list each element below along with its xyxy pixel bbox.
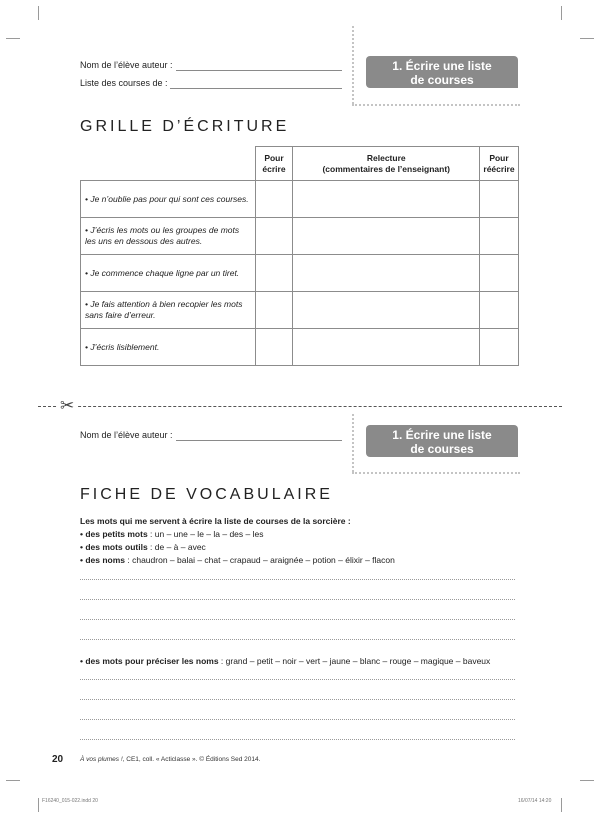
writing-line[interactable] [80, 699, 515, 700]
file-info: F16240_015-022.indd 20 [42, 798, 98, 804]
writing-grid-table [80, 146, 519, 366]
activity-tag-line: 1. Écrire une liste [392, 59, 492, 73]
check-cell[interactable] [255, 292, 293, 329]
vocab-item-adjectives: • des mots pour préciser les noms : grand – petit – noir – vert – jaune – blanc – rouge – magique – baveux [80, 656, 491, 666]
check-cell[interactable] [480, 181, 519, 218]
col-header-pour-reecrire: Pour réécrire [480, 147, 519, 181]
vocab-title: FICHE DE VOCABULAIRE [80, 486, 333, 503]
writing-line[interactable] [80, 719, 515, 720]
shopping-list-field[interactable] [170, 88, 342, 89]
check-cell[interactable] [480, 255, 519, 292]
crop-mark [6, 38, 20, 39]
page-number: 20 [52, 754, 64, 765]
grille-title: GRILLE D’ÉCRITURE [80, 118, 290, 135]
crop-mark [561, 6, 562, 20]
crop-mark [580, 38, 594, 39]
vocab-intro: Les mots qui me servent à écrire la liste de courses de la sorcière : [80, 516, 351, 526]
activity-tag-line: de courses [410, 73, 474, 87]
dotted-border [352, 414, 354, 472]
vocab-item: • des mots outils : de – à – avec [80, 542, 206, 552]
student-name-label: Nom de l’élève auteur : [80, 60, 173, 70]
crop-mark [38, 6, 39, 20]
scissors-icon: ✂ [57, 396, 77, 416]
check-cell[interactable] [480, 218, 519, 255]
dotted-border [352, 26, 354, 104]
activity-tag-line: 1. Écrire une liste [392, 428, 492, 442]
writing-line[interactable] [80, 579, 515, 580]
criterion-cell: • Je fais attention à bien recopier les mots sans faire d’erreur. [81, 292, 256, 329]
check-cell[interactable] [255, 181, 293, 218]
comment-cell[interactable] [293, 329, 480, 366]
activity-tag-2 [366, 425, 518, 457]
check-cell[interactable] [255, 255, 293, 292]
writing-line[interactable] [80, 619, 515, 620]
check-cell[interactable] [255, 218, 293, 255]
activity-tag [366, 56, 518, 88]
crop-mark [580, 780, 594, 781]
criterion-cell: • Je commence chaque ligne par un tiret. [81, 255, 256, 292]
check-cell[interactable] [480, 329, 519, 366]
criterion-cell: • J’écris lisiblement. [81, 329, 256, 366]
student-name-label-2: Nom de l’élève auteur : [80, 430, 173, 440]
col-header-relecture: Relecture (commentaires de l’enseignant) [293, 147, 480, 181]
comment-cell[interactable] [293, 181, 480, 218]
table-row [81, 218, 519, 255]
comment-cell[interactable] [293, 255, 480, 292]
table-corner [81, 147, 256, 181]
dotted-border [352, 472, 520, 474]
table-row [81, 255, 519, 292]
student-name-field-2[interactable] [176, 440, 342, 441]
crop-mark [6, 780, 20, 781]
col-header-pour-ecrire: Pour écrire [255, 147, 293, 181]
student-name-field[interactable] [176, 70, 342, 71]
criterion-cell: • Je n’oublie pas pour qui sont ces courses. [81, 181, 256, 218]
print-date: 16/07/14 14:20 [518, 798, 552, 804]
check-cell[interactable] [480, 292, 519, 329]
shopping-list-label: Liste des courses de : [80, 78, 168, 88]
vocab-item: • des petits mots : un – une – le – la – des – les [80, 529, 264, 539]
comment-cell[interactable] [293, 218, 480, 255]
writing-line[interactable] [80, 599, 515, 600]
cut-line [38, 406, 562, 407]
crop-mark [38, 798, 39, 812]
check-cell[interactable] [255, 329, 293, 366]
crop-mark [561, 798, 562, 812]
dotted-border [352, 104, 520, 106]
criterion-cell: • J’écris les mots ou les groupes de mots les uns en dessous des autres. [81, 218, 256, 255]
table-row [81, 292, 519, 329]
table-row [81, 181, 519, 218]
comment-cell[interactable] [293, 292, 480, 329]
activity-tag-line: de courses [410, 442, 474, 456]
vocab-item: • des noms : chaudron – balai – chat – crapaud – araignée – potion – élixir – flacon [80, 555, 395, 565]
writing-line[interactable] [80, 679, 515, 680]
writing-line[interactable] [80, 639, 515, 640]
writing-line[interactable] [80, 739, 515, 740]
table-row [81, 329, 519, 366]
footer-credit: À vos plumes !, CE1, coll. « Acticlasse ». © Éditions Sed 2014. [80, 756, 261, 763]
